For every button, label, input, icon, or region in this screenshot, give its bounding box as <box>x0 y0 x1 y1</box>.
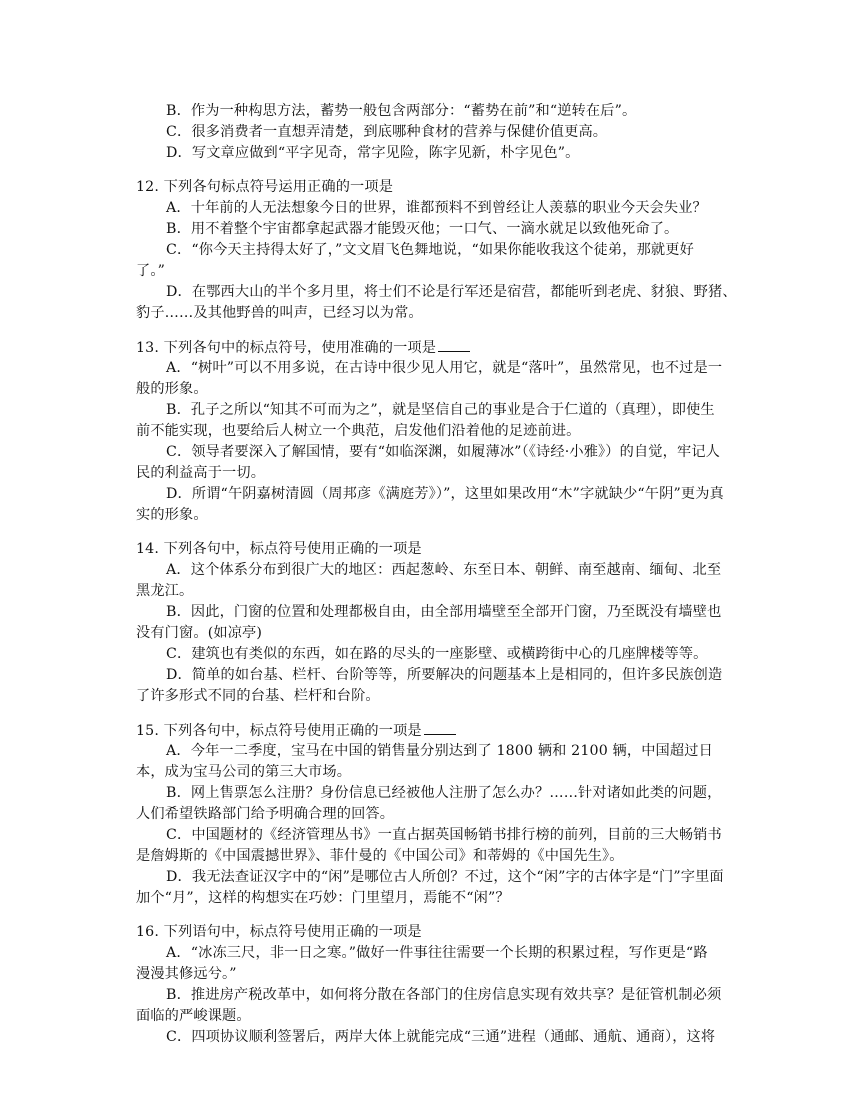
question-15-option-d-cont: 加个“月”，这样的构想实在巧妙：门里望月，焉能不“闲”？ <box>136 890 510 906</box>
question-14-option-d: D．简单的如台基、栏杆、台阶等等，所要解决的问题基本上是相同的，但许多民族创造 <box>166 667 723 683</box>
question-14-option-b: B．因此，门窗的位置和处理都极自由，由全部用墙壁至全部开门窗，乃至既没有墙壁也 <box>166 604 722 620</box>
question-14-option-a-cont: 黑龙江。 <box>136 583 194 599</box>
question-15-option-d: D．我无法查证汉字中的“闲”是哪位古人所创？不过，这个“闲”字的古体字是“门”字里面 <box>166 869 724 885</box>
question-13-option-d-cont: 实的形象。 <box>136 507 208 523</box>
question-16-option-b: B．推进房产税改革中，如何将分散在各部门的住房信息实现有效共享？是征管机制必须 <box>166 987 722 1003</box>
question-14-stem: 14. 下列各句中，标点符号使用正确的一项是 <box>136 541 422 557</box>
question-12-option-b: B．用不着整个宇宙都拿起武器才能毁灭他；一口气、一滴水就足以致他死命了。 <box>166 221 679 237</box>
question-14-option-b-cont: 没有门窗。(如凉亭) <box>136 625 263 641</box>
question-13-option-a: A．“树叶”可以不用多说，在古诗中很少见人用它，就是“落叶”，虽然常见，也不过是一 <box>166 360 723 376</box>
question-16-option-b-cont: 面临的严峻课题。 <box>136 1008 251 1024</box>
question-13-stem <box>136 337 470 358</box>
question-13-option-d: D．所谓“午阴嘉树清圆（周邦彦《满庭芳》）”，这里如果改用“木”字就缺少“午阴”更为真 <box>166 486 724 502</box>
question-12-option-d-cont: 豹子……及其他野兽的叫声，已经习以为常。 <box>136 305 423 321</box>
option-b: B．作为一种构思方法，蓄势一般包含两部分：“蓄势在前”和“逆转在后”。 <box>166 103 637 119</box>
option-d: D．写文章应做到“平字见奇，常字见险，陈字见新，朴字见色”。 <box>166 145 580 161</box>
question-15-option-b-cont: 人们希望铁路部门给予明确合理的回答。 <box>136 806 395 822</box>
question-13-option-b: B．孔子之所以“知其不可而为之”，就是坚信自己的事业是合于仁道的（真理），即使生 <box>166 402 715 418</box>
question-13-option-c: C．领导者要深入了解国情，要有“如临深渊，如履薄冰”（《诗经·小雅》）的自觉，牢记人 <box>166 444 720 460</box>
question-15-option-c-cont: 是詹姆斯的《中国震撼世界》、菲什曼的《中国公司》和蒂姆的《中国先生》。 <box>136 848 624 864</box>
question-12-stem: 12. 下列各句标点符号运用正确的一项是 <box>136 179 394 195</box>
question-15-option-b: B．网上售票怎么注册？身份信息已经被他人注册了怎么办？……针对诸如此类的问题， <box>166 785 722 801</box>
question-12-option-c: C．“你今天主持得太好了，”文文眉飞色舞地说，“如果你能收我这个徒弟，那就更好 <box>166 242 694 258</box>
question-15-option-a-cont: 本，成为宝马公司的第三大市场。 <box>136 764 352 780</box>
option-c: C．很多消费者一直想弄清楚，到底哪种食材的营养与保健价值更高。 <box>166 124 608 140</box>
question-16-option-c: C．四项协议顺利签署后，两岸大体上就能完成“三通”进程（通邮、通航、通商），这将 <box>166 1029 716 1045</box>
question-16-option-a: A．“冰冻三尺，非一日之寒。”做好一件事往往需要一个长期的积累过程，写作更是“路 <box>166 945 708 961</box>
question-14-option-c: C．建筑也有类似的东西，如在路的尽头的一座影壁、或横跨街中心的几座牌楼等等。 <box>166 646 708 662</box>
question-15-stem-text: 15. 下列各句中，标点符号使用正确的一项是 <box>136 723 422 739</box>
question-15-option-a: A．今年一二季度，宝马在中国的销售量分别达到了 1800 辆和 2100 辆，中国超过日 <box>166 743 713 759</box>
question-16-stem: 16. 下列语句中，标点符号使用正确的一项是 <box>136 924 422 940</box>
question-14-option-a: A．这个体系分布到很广大的地区：西起葱岭、东至日本、朝鲜、南至越南、缅甸、北至 <box>166 562 722 578</box>
question-15-option-c: C．中国题材的《经济管理丛书》一直占据英国畅销书排行榜的前列，目前的三大畅销书 <box>166 827 722 843</box>
question-12-option-c-cont: 了。” <box>136 263 165 279</box>
question-13-option-b-cont: 前不能实现，也要给后人树立一个典范，启发他们沿着他的足迹前进。 <box>136 423 581 439</box>
question-13-stem-text: 13. 下列各句中的标点符号，使用准确的一项是 <box>136 340 437 356</box>
question-12-option-d: D．在鄂西大山的半个多月里，将士们不论是行军还是宿营，都能听到老虎、豺狼、野猪、 <box>166 284 737 300</box>
question-14-option-d-cont: 了许多形式不同的台基、栏杆和台阶。 <box>136 688 380 704</box>
answer-blank <box>424 720 456 735</box>
question-13-option-c-cont: 民的利益高于一切。 <box>136 465 266 481</box>
question-13-option-a-cont: 般的形象。 <box>136 381 208 397</box>
answer-blank <box>438 337 470 352</box>
question-12-option-a: A．十年前的人无法想象今日的世界，谁都预料不到曾经让人羡慕的职业今天会失业？ <box>166 200 707 216</box>
question-15-stem <box>136 720 456 741</box>
question-16-option-a-cont: 漫漫其修远兮。” <box>136 966 237 982</box>
